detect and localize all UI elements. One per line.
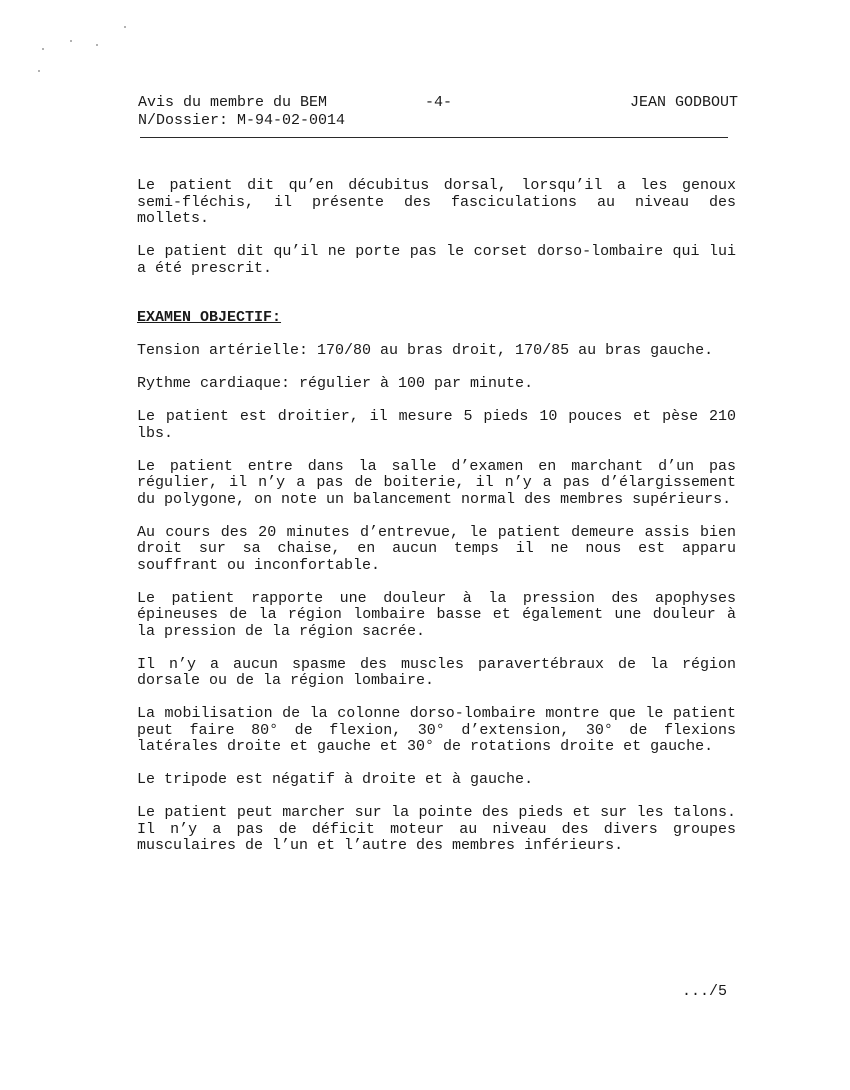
scan-speck [96, 44, 98, 46]
document-body [137, 178, 736, 871]
paragraph: Rythme cardiaque: régulier à 100 par minute. [137, 375, 534, 392]
paragraph: Le patient dit qu’il ne porte pas le corset dorso-lombaire qui lui a été prescrit. [137, 243, 736, 277]
section-title: EXAMEN OBJECTIF: [137, 309, 282, 326]
page-number: -4- [425, 94, 453, 111]
author-name: JEAN GODBOUT [629, 94, 738, 111]
paragraph: Le patient entre dans la salle d’examen en marchant d’un pas régulier, il n’y a pas de boiterie, il n’y a pas d’élargissement du polygone, on note un balancement normal des membres supérieurs. [137, 457, 736, 508]
scan-speck [42, 48, 44, 50]
paragraph: Le tripode est négatif à droite et à gauche. [137, 771, 534, 788]
paragraph: Le patient peut marcher sur la pointe des pieds et sur les talons. Il n’y a pas de déficit moteur au niveau des divers groupes musculaires de l’un et l’autre des membres inférieurs. [137, 804, 736, 854]
paragraph: Au cours des 20 minutes d’entrevue, le patient demeure assis bien droit sur sa chaise, en aucun temps il ne nous est apparu souffrant ou inconfortable. [137, 523, 736, 574]
header-divider [140, 137, 728, 138]
paragraph: Le patient est droitier, il mesure 5 pieds 10 pouces et pèse 210 lbs. [137, 408, 736, 442]
paragraph: Tension artérielle: 170/80 au bras droit, 170/85 au bras gauche. [137, 342, 714, 359]
header-row-2 [138, 112, 738, 130]
header-row-1 [138, 94, 738, 112]
paragraph: Il n’y a aucun spasme des muscles paravertébraux de la région dorsale ou de la région lombaire. [137, 655, 736, 689]
scan-speck [124, 26, 126, 28]
continuation-marker: .../5 [682, 983, 728, 1000]
scan-speck [70, 40, 72, 42]
paragraph: La mobilisation de la colonne dorso-lombaire montre que le patient peut faire 80° de flexion, 30° d’extension, 30° de flexions latérales droite et gauche et 30° de rotations droite et gauche. [137, 705, 736, 755]
document-header [138, 94, 738, 130]
board-member-opinion-label: Avis du membre du BEM [138, 94, 328, 111]
paragraph: Le patient dit qu’en décubitus dorsal, lorsqu’il a les genoux semi-fléchis, il présente des fasciculations au niveau des mollets. [137, 177, 736, 227]
paragraph: Le patient rapporte une douleur à la pression des apophyses épineuses de la région lombaire basse et également une douleur à la pression de la région sacrée. [137, 589, 736, 640]
file-number: N/Dossier: M-94-02-0014 [138, 112, 346, 129]
scan-speck [38, 70, 40, 72]
